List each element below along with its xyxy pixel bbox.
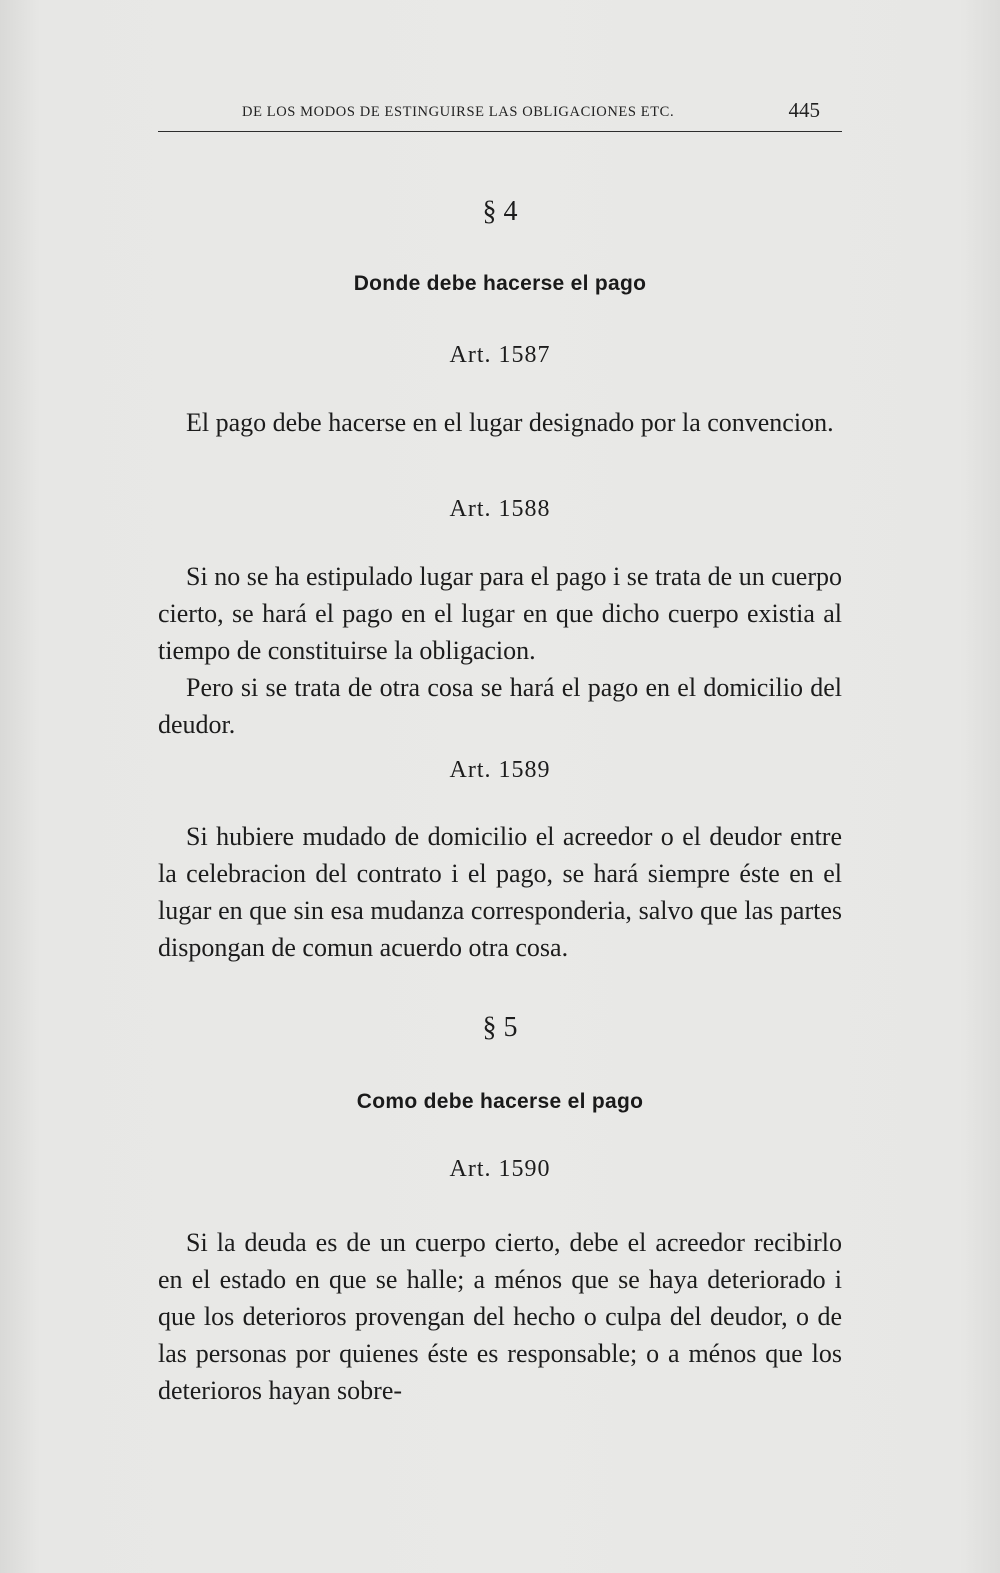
- article-label-1589: Art. 1589: [449, 757, 551, 783]
- running-title: DE LOS MODOS DE ESTINGUIRSE LAS OBLIGACIONES ETC.: [242, 104, 675, 120]
- article-paragraph: Si la deuda es de un cuerpo cierto, debe el acreedor recibirlo en el estado en que se halle; a ménos que se haya deteriorado i que los deterioros provengan del hecho o culpa del deudor, o de las personas por quienes éste es responsable; o a ménos que los deterioros hayan sobre-: [158, 1228, 842, 1405]
- article-paragraph: Si no se ha estipulado lugar para el pago i se trata de un cuerpo cierto, se hará el pago en el lugar en que dicho cuerpo existia al tiempo de constituirse la obligacion.: [158, 562, 842, 665]
- running-head: [158, 98, 842, 128]
- article-label-1587: Art. 1587: [449, 342, 551, 368]
- article-text-1587: [158, 404, 842, 441]
- section-mark-5: § 5: [482, 1012, 518, 1043]
- page-number: 445: [788, 98, 820, 122]
- article-label-1588: Art. 1588: [449, 496, 551, 522]
- article-paragraph: Pero si se trata de otra cosa se hará el pago en el domicilio del deudor.: [158, 673, 842, 739]
- section-mark-4: § 4: [482, 196, 518, 227]
- header-rule: [158, 131, 842, 132]
- section-heading-5: Como debe hacerse el pago: [356, 1090, 644, 1113]
- article-text-1590: [158, 1224, 842, 1409]
- article-paragraph: Si hubiere mudado de domicilio el acreedor o el deudor entre la celebracion del contrato i el pago, se hará siempre éste en el lugar en que sin esa mudanza corresponderia, salvo que las partes dispongan de comun acuerdo otra cosa.: [158, 822, 842, 962]
- article-text-1589: [158, 818, 842, 966]
- article-label-1590: Art. 1590: [449, 1156, 551, 1182]
- section-heading-4: Donde debe hacerse el pago: [353, 272, 647, 295]
- article-paragraph: El pago debe hacerse en el lugar designado por la convencion.: [186, 408, 834, 437]
- article-text-1588: [158, 558, 842, 743]
